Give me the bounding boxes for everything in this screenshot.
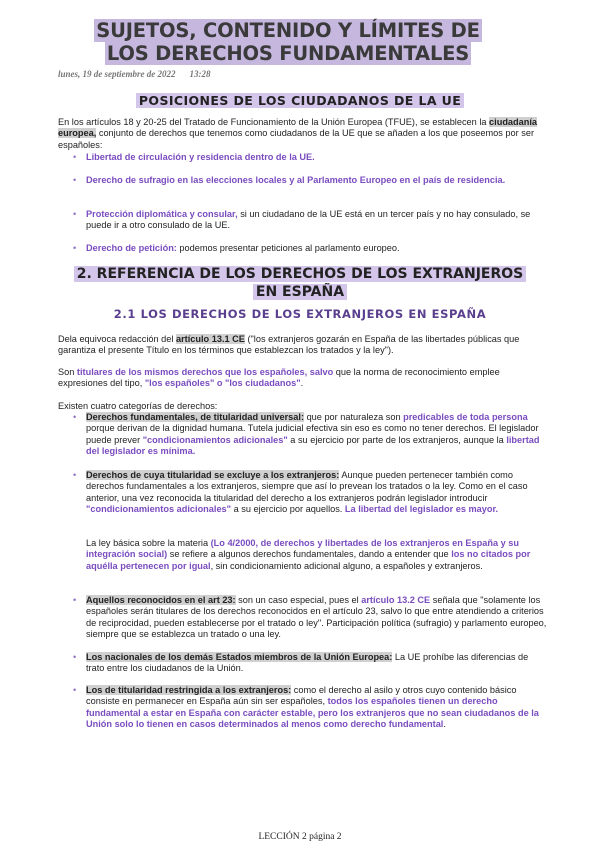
list-item-text: a su ejercicio por parte de los extranjeros, aunque la [287, 434, 507, 445]
list-item-text: que por naturaleza son [304, 412, 404, 422]
intro-highlight: ciudadanía europea, [58, 117, 538, 139]
intro-text: En los artículos 18 y 20-25 del Tratado de Funcionamiento de la Unión Europea (TFUE), se establecen la [58, 117, 487, 127]
section-2-heading-line-1: 2. REFERENCIA DE LOS DERECHOS DE LOS EXTRANJEROS [74, 266, 527, 282]
bullet-icon: • [73, 175, 77, 185]
note-text: se refiere a algunos derechos fundamentales, dando a entender que [167, 549, 452, 560]
section-2-heading [0, 265, 600, 301]
list-item [73, 175, 548, 186]
category-highlight: Los de titularidad restringida a los extranjeros: [86, 685, 292, 695]
page-footer: LECCIÓN 2 página 2 [258, 832, 342, 842]
list-item-text: si un ciudadano de la UE está en un tercer país y no hay consulado, se puede ir a otro consulado de la UE. [86, 209, 531, 231]
list-item-text: porque derivan de la dignidad humana. Tutela judicial efectiva sin eso es como no tener derechos. El legislador puede prever [86, 423, 539, 445]
note-text: La ley básica sobre la materia [86, 538, 211, 548]
emphasis-text: todos los españoles tienen un derecho fundamental a estar en España con carácter estable, pero los extranjeros que no sean ciudadanos de la Unión solo lo tienen en casos determinados al menos como derecho fundamental [86, 696, 539, 730]
section-2-1-heading: 2.1 LOS DERECHOS DE LOS EXTRANJEROS EN ESPAÑA [113, 307, 487, 321]
title-line-1: SUJETOS, CONTENIDO Y LÍMITES DE [96, 19, 480, 42]
paragraph-text: ("los extranjeros gozarán en España de las libertades públicas que garantiza el presente Título en los términos que establezcan los tratados y la ley"). [58, 334, 520, 356]
section-1-intro [58, 117, 548, 151]
list-item-strong: Protección diplomática y consular, [86, 209, 238, 219]
date-text: lunes, 19 de septiembre de 2022 [58, 69, 176, 79]
paragraph: Existen cuatro categorías de derechos: [58, 401, 218, 411]
emphasis-text: La libertad del legislador es mayor. [344, 504, 499, 515]
category-highlight: Aquellos reconocidos en el art 23: [86, 595, 236, 605]
paragraph-text: Son [58, 367, 77, 377]
list-item [73, 595, 548, 641]
bullet-icon: • [73, 595, 77, 605]
list-item-text: son un caso especial, pues el [235, 595, 362, 605]
timestamp [58, 69, 211, 79]
list-item-text: como el derecho al asilo y otros cuyo contenido básico consiste en permanecer en España aún sin ser españoles, [86, 685, 517, 707]
list-item-strong: Libertad de circulación y residencia dentro de la UE. [86, 152, 315, 162]
section-1-heading [0, 93, 600, 108]
paragraph-text: . [300, 378, 304, 389]
emphasis-text: los no citados por aquélla pertenecen por igual [86, 549, 531, 571]
bullet-icon: • [73, 652, 77, 662]
bullet-icon: • [73, 412, 77, 422]
list-item [73, 152, 548, 163]
list-item-text: La UE prohíbe las diferencias de trato entre los ciudadanos de la Unión. [86, 652, 529, 674]
page-title [78, 19, 498, 65]
section-1-heading-text: POSICIONES DE LOS CIUDADANOS DE LA UE [136, 93, 464, 108]
list-item-text: señala que "solamente los españoles serán titulares de los derechos reconocidos en el artículo 23, salvo lo que entre atendiendo a criterios de reciprocidad, pueden establecerse por el tratado o ley". Participación política (sufragio) y parlamento europeo, siempre que se establezca un tratado o una ley. [86, 595, 547, 640]
emphasis-text: "los españoles" o "los ciudadanos" [144, 378, 301, 389]
list-item-text: . [443, 719, 446, 730]
emphasis-text: artículo 13.2 CE [361, 595, 431, 605]
title-line-2: LOS DERECHOS FUNDAMENTALES [106, 42, 470, 65]
list-item-note [86, 538, 548, 572]
category-highlight: Los nacionales de los demás Estados miembros de la Unión Europea: [86, 652, 393, 662]
bullet-icon: • [73, 152, 77, 162]
list-item [73, 243, 548, 254]
section-2-heading-line-2: EN ESPAÑA [253, 284, 347, 300]
bullet-icon: • [73, 685, 77, 695]
article-highlight: artículo 13.1 CE [175, 334, 245, 344]
time-text: 13:28 [189, 69, 211, 79]
emphasis-text: libertad del legislador es mínima. [86, 434, 540, 457]
emphasis-text: "condicionamientos adicionales" [86, 504, 232, 515]
emphasis-text: predicables de toda persona [403, 412, 528, 422]
emphasis-text: (Lo 4/2000, de derechos y libertades de los extranjeros en España y su integración social) [86, 538, 520, 560]
list-item-text: Aunque pueden pertenecer también como derechos fundamentales a los extranjeros, siempre que así lo prevean los tratados o la ley. Como en el caso anterior, una vez reconocida la titularidad del derecho a los extranjeros podrán legislador introducir [86, 470, 528, 503]
list-item [73, 652, 548, 675]
list-item [73, 685, 548, 731]
paragraph-text: que la norma de reconocimiento emplee expresiones del tipo, [58, 367, 500, 389]
emphasis-text: "condicionamientos adicionales" [142, 434, 288, 445]
list-item-strong: Derecho de petición: [86, 243, 177, 253]
bullet-icon: • [73, 470, 77, 480]
note-text: , sin condicionamiento adicional alguno, a españoles y extranjeros. [210, 560, 483, 571]
list-item [73, 209, 548, 232]
list-item-text: a su ejercicio por aquellos. [231, 504, 345, 515]
bullet-icon: • [73, 209, 77, 219]
emphasis-text: titulares de los mismos derechos que los españoles, salvo [76, 367, 334, 377]
category-highlight: Derechos fundamentales, de titularidad universal: [86, 412, 305, 422]
paragraph-text: Dela equivoca redacción del [58, 334, 176, 344]
category-highlight: Derechos de cuya titularidad se excluye a los extranjeros: [86, 470, 340, 480]
list-item-strong: Derecho de sufragio en las elecciones locales y al Parlamento Europeo en el país de residencia. [86, 175, 506, 185]
paragraph [58, 367, 548, 390]
bullet-icon: • [73, 243, 77, 253]
list-item [73, 412, 548, 458]
paragraph [58, 334, 548, 357]
list-item-text: podemos presentar peticiones al parlamento europeo. [176, 243, 400, 253]
intro-text-end: conjunto de derechos que tenemos como ciudadanos de la UE que se añaden a los que poseemos por ser españoles: [58, 128, 535, 150]
list-item [73, 470, 548, 516]
